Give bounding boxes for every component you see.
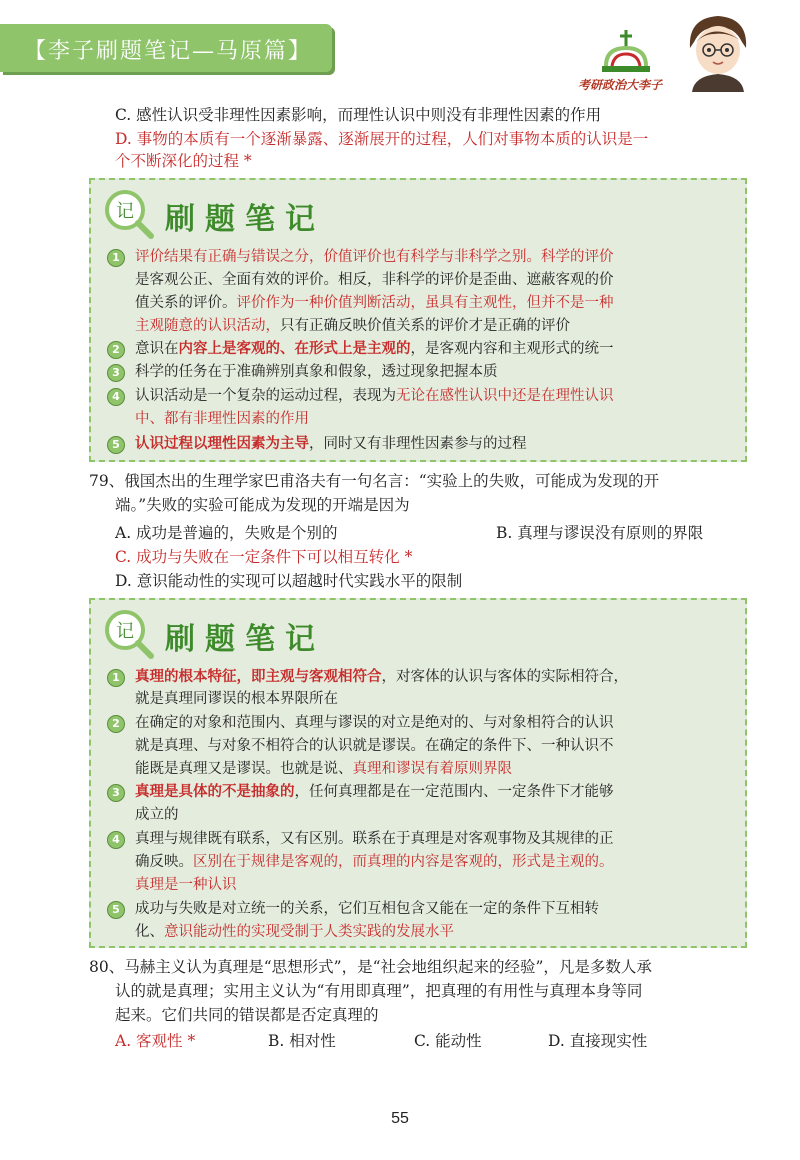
q80-option-c: C. 能动性: [414, 1032, 482, 1050]
note2-item2-line3: [135, 758, 512, 780]
header-banner: [0, 24, 332, 72]
text-run: 值关系的评价。: [135, 295, 237, 311]
note1-item1-line4: [135, 315, 570, 337]
banner-title: 【李子刷题笔记—马原篇】: [24, 39, 313, 64]
text-run: ，是客观内容和主观形式的统一: [410, 341, 614, 357]
text-run: 化、: [135, 924, 164, 940]
note2-item4-line1: 真理与规律既有联系，又有区别。联系在于真理是对客观事物及其规律的正: [135, 831, 614, 847]
text-run-highlight: 认识过程以理性因素为主导: [135, 435, 309, 452]
text-run-highlight: 真理是具体的不是抽象的: [135, 783, 295, 800]
q79-option-a: A. 成功是普遍的，失败是个别的: [115, 524, 338, 542]
note-title: 刷题笔记: [165, 202, 325, 237]
q80-option-a: A. 客观性 *: [115, 1032, 196, 1050]
prev-option-d-line1: D. 事物的本质有一个逐渐暴露、逐渐展开的过程，人们对事物本质的认识是一: [115, 130, 649, 148]
item-number-badge: 1: [107, 669, 125, 687]
note2-item5-line1: 成功与失败是对立统一的关系，它们互相包含又能在一定的条件下互相转: [135, 901, 599, 917]
note-header: [99, 184, 399, 244]
item-number-badge: 3: [107, 784, 125, 802]
note-icon-char: 记: [116, 621, 134, 642]
item-number-badge: 4: [107, 388, 125, 406]
q80-option-b: B. 相对性: [268, 1032, 336, 1050]
q80-stem-line3: 起来。它们共同的错误都是否定真理的: [115, 1006, 379, 1024]
page-number: 55: [391, 1110, 409, 1127]
note1-item1-line1: 评价结果有正确与错误之分，价值评价也有科学与非科学之别。科学的评价: [135, 249, 614, 265]
magnifier-note-icon: [101, 606, 157, 662]
text-run: 认识活动是一个复杂的运动过程，表现为: [135, 388, 396, 404]
note2-item3-line1: [135, 781, 614, 803]
note2-item1-line2: 就是真理同谬误的根本界限所在: [135, 691, 338, 707]
q80-stem-line2: 认的就是真理；实用主义认为“有用即真理”，把真理的有用性与真理本身等同: [115, 982, 643, 1000]
note1-item1-line3: [135, 292, 614, 314]
magnifier-note-icon: [101, 186, 157, 242]
note-icon-char: 记: [116, 201, 134, 222]
note2-item4-line3: 真理是一种认识: [135, 877, 237, 893]
note2-item5-line2: [135, 921, 454, 943]
text-run-highlight: 主观随意的认识活动，: [135, 318, 280, 334]
prev-option-d-line2: 个不断深化的过程 *: [115, 152, 252, 170]
text-run-highlight: 评价作为一种价值判断活动，虽具有主观性，但并不是一种: [236, 295, 614, 311]
note1-item4-line1: [135, 385, 614, 407]
note2-item3-line2: 成立的: [135, 807, 179, 823]
text-run-highlight: 无论在感性认识中还是在理性认识: [396, 388, 614, 404]
item-number-badge: 5: [107, 901, 125, 919]
q80-stem-line1: 80、马赫主义认为真理是“思想形式”，是“社会地组织起来的经验”，凡是多数人承: [89, 958, 652, 976]
note-box-2: [89, 598, 747, 948]
text-run: ，对客体的认识与客体的实际相符合，: [381, 669, 628, 685]
item-number-badge: 2: [107, 715, 125, 733]
text-run: ，任何真理都是在一定范围内、一定条件下才能够: [294, 784, 614, 800]
note2-item4-line2: [135, 851, 614, 873]
prev-option-c: C. 感性认识受非理性因素影响，而理性认识中则没有非理性因素的作用: [115, 106, 602, 124]
item-number-badge: 1: [107, 249, 125, 267]
brand-name: 考研政治大李子: [578, 78, 663, 92]
note1-item5: [135, 433, 527, 455]
q80-option-d: D. 直接现实性: [548, 1032, 648, 1050]
q79-stem-line2: 端。”失败的实验可能成为发现的开端是因为: [115, 496, 410, 514]
item-number-badge: 3: [107, 364, 125, 382]
item-number-badge: 2: [107, 341, 125, 359]
note1-item4-line2: 中、都有非理性因素的作用: [135, 411, 309, 427]
item-number-badge: 5: [107, 436, 125, 454]
text-run-highlight: 内容上是客观的、在形式上是主观的: [178, 340, 411, 357]
text-run: 确反映。: [135, 854, 193, 870]
note1-item3: 科学的任务在于准确辨别真象和假象，透过现象把握本质: [135, 364, 498, 380]
text-run: 只有正确反映价值关系的评价才是正确的评价: [280, 318, 570, 334]
brand-logo-icon: [592, 26, 660, 78]
note-header: [99, 604, 399, 664]
text-run-highlight: 意识能动性的实现受制于人类实践的发展水平: [164, 924, 454, 940]
note2-item2-line1: 在确定的对象和范围内、真理与谬误的对立是绝对的、与对象相符合的认识: [135, 715, 614, 731]
q79-option-c: C. 成功与失败在一定条件下可以相互转化 *: [115, 548, 413, 566]
text-run: 能既是真理又是谬误。也就是说、: [135, 761, 353, 777]
note2-item1-line1: [135, 666, 628, 688]
note-box-1: [89, 178, 747, 462]
text-run: 意识在: [135, 341, 179, 357]
item-number-badge: 4: [107, 831, 125, 849]
note2-item2-line2: 就是真理、与对象不相符合的认识就是谬误。在确定的条件下、一种认识不: [135, 738, 614, 754]
q79-stem-line1: 79、俄国杰出的生理学家巴甫洛夫有一句名言：“实验上的失败，可能成为发现的开: [89, 472, 660, 490]
text-run-highlight: 真理和谬误有着原则界限: [352, 761, 512, 777]
text-run-highlight: 真理的根本特征，即主观与客观相符合: [135, 668, 382, 685]
text-run: ，同时又有非理性因素参与的过程: [309, 436, 527, 452]
text-run-highlight: 区别在于规律是客观的，而真理的内容是客观的，形式是主观的。: [193, 854, 614, 870]
note1-item2: [135, 338, 614, 360]
avatar-illustration: [684, 12, 752, 92]
note1-item1-line2: 是客观公正、全面有效的评价。相反，非科学的评价是歪曲、遮蔽客观的价: [135, 272, 614, 288]
note-title: 刷题笔记: [165, 622, 325, 657]
q79-option-b: B. 真理与谬误没有原则的界限: [496, 524, 704, 542]
q79-option-d: D. 意识能动性的实现可以超越时代实践水平的限制: [115, 572, 463, 590]
